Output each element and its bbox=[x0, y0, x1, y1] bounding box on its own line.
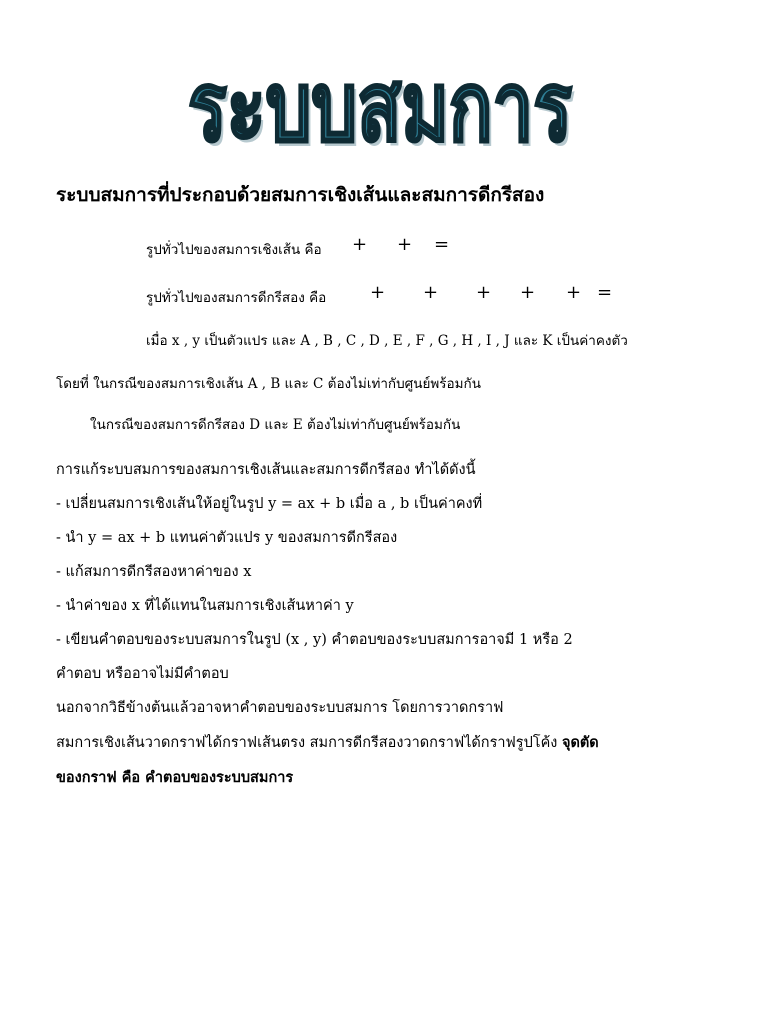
method-step-3: - แก้สมการดีกรีสองหาค่าของ x bbox=[56, 564, 252, 580]
method-step-2: - นำ y = ax + b แทนค่าตัวแปร y ของสมการดีกรีสอง bbox=[56, 530, 398, 546]
quadratic-form-label: รูปทั่วไปของสมการดีกรีสอง คือ bbox=[146, 290, 327, 306]
graph-note-line-1: นอกจากวิธีข้างต้นแล้วอาจหาคำตอบของระบบสมการ โดยการวาดกราฟ bbox=[56, 700, 504, 716]
quadratic-op-2: + bbox=[423, 282, 439, 303]
graph-note-conclusion: ของกราฟ คือ คำตอบของระบบสมการ bbox=[56, 769, 294, 786]
wordart-title-shadow: ระบบสมการ bbox=[191, 55, 575, 162]
quadratic-op-5: + bbox=[566, 282, 582, 303]
method-step-4: - นำค่าของ x ที่ได้แทนในสมการเชิงเส้นหาค่า y bbox=[56, 598, 354, 614]
wordart-title bbox=[180, 52, 580, 162]
graph-note-line-2-text: สมการเชิงเส้นวาดกราฟได้กราฟเส้นตรง สมการดีกรีสองวาดกราฟได้กราฟรูปโค้ง bbox=[56, 735, 562, 751]
wordart-title-graphic bbox=[180, 52, 580, 162]
linear-op-1: + bbox=[352, 234, 368, 255]
section-heading: ระบบสมการที่ประกอบด้วยสมการเชิงเส้นและสมการดีกรีสอง bbox=[56, 184, 545, 206]
quadratic-op-3: + bbox=[476, 282, 492, 303]
method-intro: การแก้ระบบสมการของสมการเชิงเส้นและสมการดีกรีสอง ทำได้ดังนี้ bbox=[56, 462, 476, 478]
condition-linear: โดยที่ ในกรณีของสมการเชิงเส้น A , B และ C ต้องไม่เท่ากับศูนย์พร้อมกัน bbox=[56, 376, 481, 392]
quadratic-op-1: + bbox=[370, 282, 386, 303]
wordart-title-text: ระบบสมการ bbox=[188, 52, 572, 162]
method-continuation: คำตอบ หรืออาจไม่มีคำตอบ bbox=[56, 666, 229, 682]
method-step-5: - เขียนคำตอบของระบบสมการในรูป (x , y) คำตอบของระบบสมการอาจมี 1 หรือ 2 bbox=[56, 632, 573, 648]
graph-note-line-2 bbox=[56, 731, 599, 754]
quadratic-op-6: = bbox=[597, 282, 613, 303]
variables-note: เมื่อ x , y เป็นตัวแปร และ A , B , C , D , E , F , G , H , I , J และ K เป็นค่าคงตัว bbox=[146, 333, 628, 349]
condition-quadratic: ในกรณีของสมการดีกรีสอง D และ E ต้องไม่เท่ากับศูนย์พร้อมกัน bbox=[90, 417, 461, 433]
linear-form-label: รูปทั่วไปของสมการเชิงเส้น คือ bbox=[146, 242, 322, 258]
graph-note-line-3 bbox=[56, 766, 293, 789]
method-step-1: - เปลี่ยนสมการเชิงเส้นให้อยู่ในรูป y = ax + b เมื่อ a , b เป็นค่าคงที่ bbox=[56, 496, 483, 512]
linear-op-2: + bbox=[397, 234, 413, 255]
graph-note-intersection: จุดตัด bbox=[561, 734, 599, 751]
linear-op-3: = bbox=[434, 234, 450, 255]
quadratic-op-4: + bbox=[520, 282, 536, 303]
